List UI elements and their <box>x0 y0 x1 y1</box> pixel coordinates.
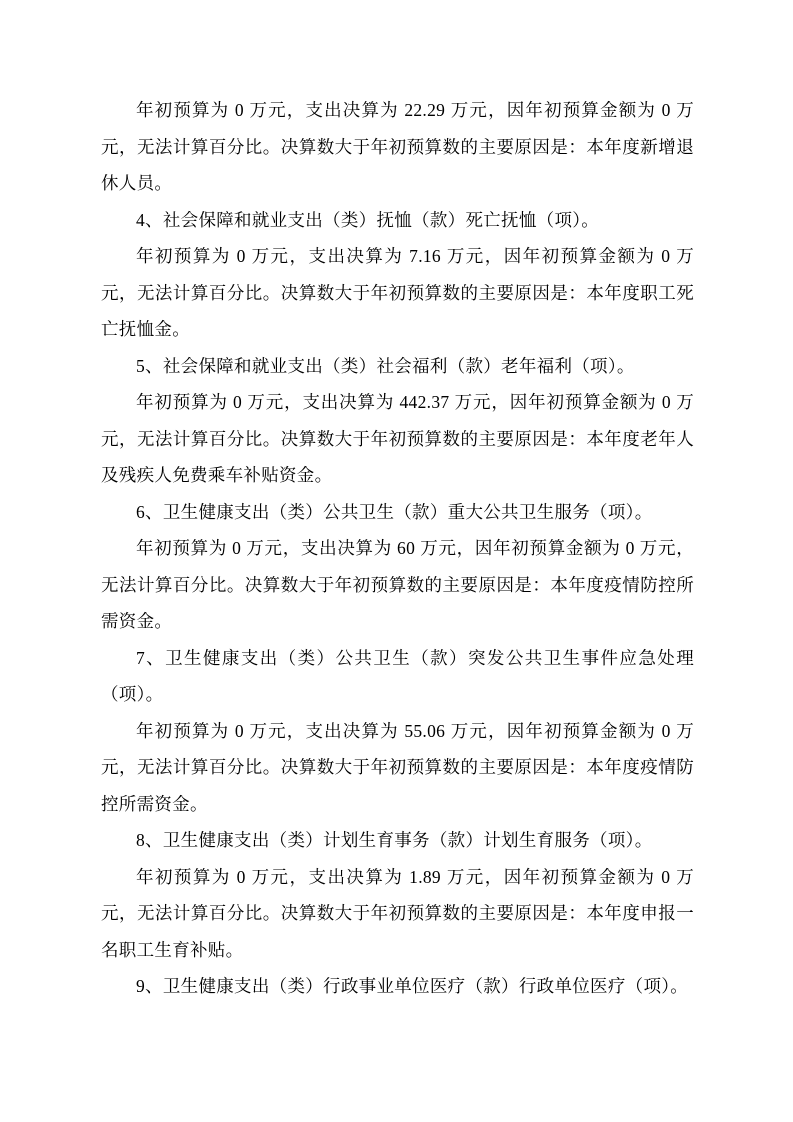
item-8-detail-paragraph: 年初预算为 0 万元，支出决算为 1.89 万元，因年初预算金额为 0 万元，无法计算百分比。决算数大于年初预算数的主要原因是：本年度申报一名职工生育补贴。 <box>101 866 694 960</box>
document-body <box>101 92 694 1005</box>
continuation-paragraph: 年初预算为 0 万元，支出决算为 22.29 万元，因年初预算金额为 0 万元，无法计算百分比。决算数大于年初预算数的主要原因是：本年度新增退休人员。 <box>101 100 694 193</box>
item-4-detail-paragraph: 年初预算为 0 万元，支出决算为 7.16 万元，因年初预算金额为 0 万元，无法计算百分比。决算数大于年初预算数的主要原因是：本年度职工死亡抚恤金。 <box>101 246 694 339</box>
item-6-heading: 6、卫生健康支出（类）公共卫生（款）重大公共卫生服务（项）。 <box>136 501 653 522</box>
item-8-heading: 8、卫生健康支出（类）计划生育事务（款）计划生育服务（项）。 <box>136 830 653 850</box>
item-5-heading: 5、社会保障和就业支出（类）社会福利（款）老年福利（项）。 <box>136 355 635 376</box>
item-7-heading: 7、卫生健康支出（类）公共卫生（款）突发公共卫生事件应急处理（项）。 <box>101 647 694 704</box>
item-7-detail-paragraph: 年初预算为 0 万元，支出决算为 55.06 万元，因年初预算金额为 0 万元，无法计算百分比。决算数大于年初预算数的主要原因是：本年度疫情防控所需资金。 <box>101 720 694 814</box>
item-4-heading: 4、社会保障和就业支出（类）抚恤（款）死亡抚恤（项）。 <box>136 209 600 230</box>
item-6-detail-paragraph: 年初预算为 0 万元，支出决算为 60 万元，因年初预算金额为 0 万元，无法计算百分比。决算数大于年初预算数的主要原因是：本年度疫情防控所需资金。 <box>101 538 694 631</box>
item-9-heading: 9、卫生健康支出（类）行政事业单位医疗（款）行政单位医疗（项）。 <box>136 976 689 996</box>
item-5-detail-paragraph: 年初预算为 0 万元，支出决算为 442.37 万元，因年初预算金额为 0 万元，无法计算百分比。决算数大于年初预算数的主要原因是：本年度老年人及残疾人免费乘车补贴资金。 <box>101 392 694 485</box>
